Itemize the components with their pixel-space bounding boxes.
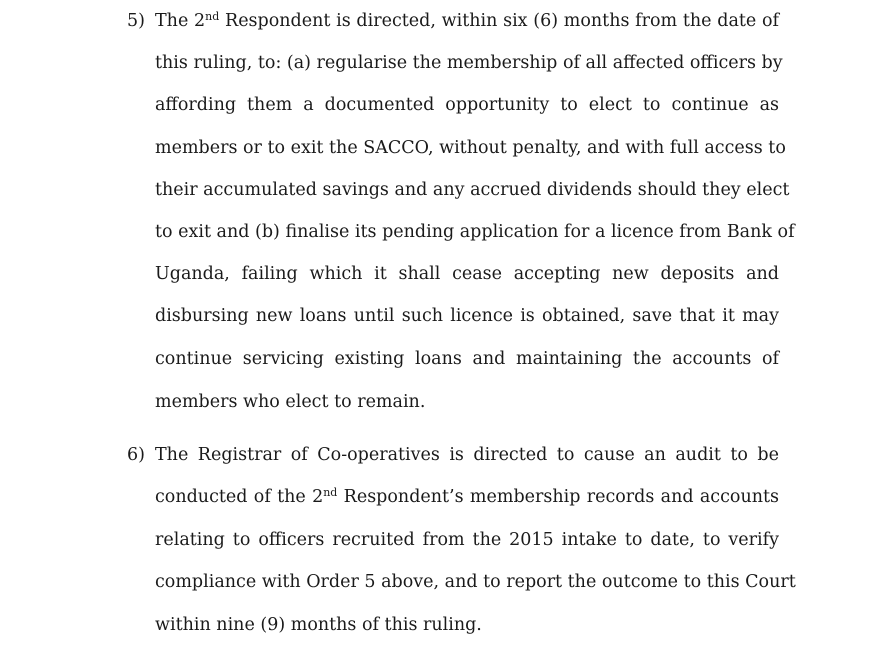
order-line: this ruling, to: (a) regularise the membership of all affected officers by [155,53,783,74]
order-number: 6) [127,445,145,465]
line-text-before-superscript: conducted of the 2 [155,487,324,508]
order-line [155,476,779,518]
ordinal-superscript: nd [323,486,338,500]
order-line: compliance with Order 5 above, and to report the outcome to this Court [155,572,796,592]
order-line: Uganda, failing which it shall cease accepting new deposits and [155,264,779,285]
order-line: disbursing new loans until such licence is obtained, save that it may [155,306,779,327]
line-text-after-superscript: Respondent is directed, within six (6) months from the date of [219,11,779,31]
order-line: members who elect to remain. [155,391,426,412]
order-line: within nine (9) months of this ruling. [155,614,482,635]
order-line: affording them a documented opportunity to elect to continue as [155,95,779,116]
order-number: 5) [127,11,145,31]
order-line: continue servicing existing loans and maintaining the accounts of [155,348,779,369]
ordinal-superscript: nd [205,10,220,23]
line-text-after-superscript: Respondent’s membership records and accounts [337,487,780,508]
order-line: relating to officers recruited from the 2015 intake to date, to verify [155,530,779,550]
order-line [155,0,779,42]
order-line: The Registrar of Co-operatives is directed to cause an audit to be [155,445,779,465]
line-text-before-superscript: The 2 [155,11,206,31]
order-line: members or to exit the SACCO, without penalty, and with full access to [155,137,786,158]
order-line: their accumulated savings and any accrued dividends should they elect [155,179,790,200]
order-line: to exit and (b) finalise its pending application for a licence from Bank of [155,222,795,242]
